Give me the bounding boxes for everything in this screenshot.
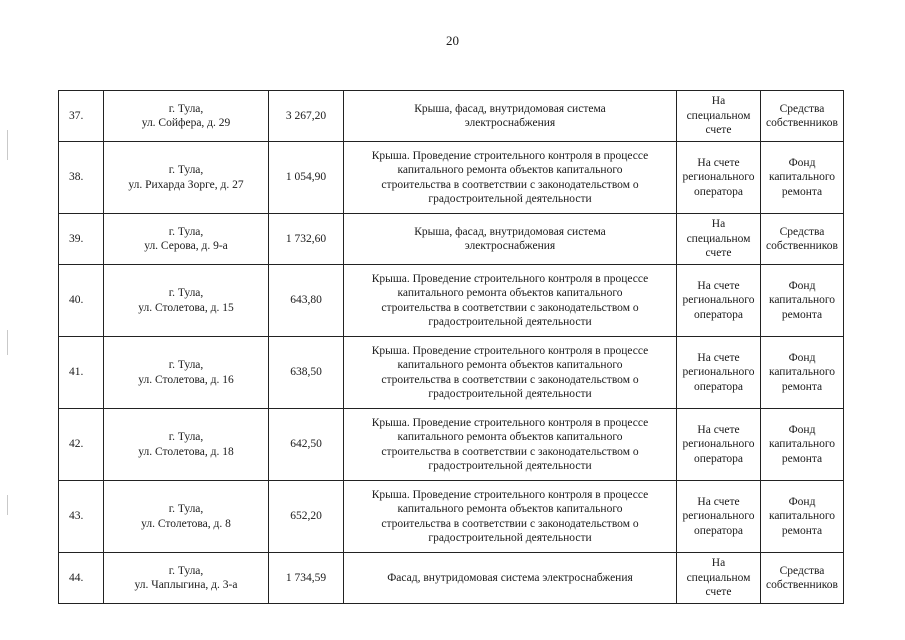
works-line: градостроительной деятельности [428,532,592,544]
works-cell [344,91,677,142]
works-line: капитального ремонта объектов капитального [397,431,623,443]
row-number-cell: 39. [59,214,104,265]
scan-margin-mark [7,130,8,160]
account-line: На счете [697,156,740,169]
works-line: Крыша. Проведение строительного контроля в процессе [371,344,649,357]
address-line: г. Тула, [168,564,204,577]
account-line: счете [705,586,732,599]
source-line: капитального [768,366,836,379]
works-cell [344,214,677,265]
source-line: капитального [768,294,836,307]
area-cell: 1 734,59 [269,553,344,604]
account-cell [677,553,761,604]
source-line: Средства [779,225,825,238]
account-line: специальном [686,232,751,245]
source-line: Фонд [788,351,816,364]
source-line: ремонта [781,380,823,393]
area-cell: 652,20 [269,481,344,553]
source-line: капитального [768,438,836,451]
scan-margin-mark [7,330,8,355]
address-line: ул. Столетова, д. 15 [138,301,234,314]
works-line: строительства в соответствии с законодательством о [381,517,639,530]
account-line: На счете [697,279,740,292]
address-cell [104,409,269,481]
row-number-cell: 43. [59,481,104,553]
row-number-cell: 38. [59,142,104,214]
address-line: ул. Столетова, д. 8 [141,517,231,530]
works-line: градостроительной деятельности [428,460,592,472]
table-row [59,481,844,553]
address-line: г. Тула, [168,287,204,299]
source-cell [761,337,844,409]
works-line: строительства в соответствии с законодательством о [381,178,639,191]
account-cell [677,481,761,553]
works-line: Крыша. Проведение строительного контроля в процессе [371,488,649,501]
source-line: собственников [766,579,838,591]
account-cell [677,91,761,142]
account-line: регионального [682,366,755,379]
account-line: На [711,95,726,108]
account-cell [677,265,761,337]
account-line: регионального [682,510,755,523]
table-row [59,409,844,481]
repair-registry-table [58,90,844,604]
works-cell [344,265,677,337]
source-cell [761,409,844,481]
account-line: специальном [686,571,751,584]
table-row [59,91,844,142]
works-line: Крыша. Проведение строительного контроля в процессе [371,149,649,162]
source-cell [761,553,844,604]
account-line: На счете [697,495,740,508]
address-line: ул. Сойфера, д. 29 [141,117,231,129]
works-cell [344,481,677,553]
account-line: оператора [693,185,744,198]
address-line: г. Тула, [168,431,204,443]
source-cell [761,142,844,214]
source-line: капитального [768,510,836,523]
account-line: оператора [693,524,744,537]
area-cell: 3 267,20 [269,91,344,142]
account-line: регионального [682,171,755,184]
works-line: градостроительной деятельности [428,316,592,328]
works-line: Фасад, внутридомовая система электроснабжения [387,571,633,584]
area-cell: 1 732,60 [269,214,344,265]
account-cell [677,337,761,409]
works-line: капитального ремонта объектов капитального [397,164,623,176]
address-line: г. Тула, [168,225,204,238]
table-row [59,265,844,337]
account-line: оператора [693,308,744,321]
row-number-cell: 40. [59,265,104,337]
account-cell [677,214,761,265]
source-line: ремонта [781,524,823,537]
account-line: оператора [693,380,744,393]
works-line: электроснабжения [464,240,556,252]
area-cell: 642,50 [269,409,344,481]
account-line: На счете [697,351,740,364]
source-cell [761,265,844,337]
row-number-cell: 44. [59,553,104,604]
address-cell [104,337,269,409]
source-line: ремонта [781,308,823,321]
account-line: регионального [682,294,755,307]
source-line: Фонд [788,279,816,292]
works-line: строительства в соответствии с законодательством о [381,445,639,458]
address-line: ул. Рихарда Зорге, д. 27 [128,178,244,191]
works-line: градостроительной деятельности [428,388,592,400]
works-cell [344,553,677,604]
table-body [59,91,844,604]
works-line: капитального ремонта объектов капитального [397,503,623,515]
table-row [59,214,844,265]
account-line: счете [705,247,732,260]
page-number: 20 [446,33,459,48]
source-line: Фонд [788,423,816,436]
works-line: капитального ремонта объектов капитального [397,287,623,299]
account-line: счете [705,124,732,137]
source-line: Фонд [788,156,816,169]
works-line: Крыша, фасад, внутридомовая система [414,225,606,238]
works-line: Крыша, фасад, внутридомовая система [414,102,606,115]
works-cell [344,337,677,409]
source-line: ремонта [781,452,823,465]
address-line: г. Тула, [168,164,204,176]
address-line: ул. Серова, д. 9-а [144,240,228,252]
address-cell [104,91,269,142]
source-line: ремонта [781,185,823,198]
account-cell [677,142,761,214]
account-line: На [711,218,726,231]
works-cell [344,409,677,481]
address-cell [104,553,269,604]
area-cell: 643,80 [269,265,344,337]
area-cell: 638,50 [269,337,344,409]
table-row [59,142,844,214]
row-number-cell: 37. [59,91,104,142]
source-cell [761,214,844,265]
source-line: Фонд [788,495,816,508]
address-cell [104,142,269,214]
address-line: ул. Чаплыгина, д. 3-а [134,579,238,591]
source-line: собственников [766,117,838,129]
works-line: Крыша. Проведение строительного контроля в процессе [371,272,649,285]
address-cell [104,214,269,265]
table-row [59,553,844,604]
area-cell: 1 054,90 [269,142,344,214]
works-line: электроснабжения [464,117,556,129]
source-line: Средства [779,102,825,115]
source-line: собственников [766,240,838,252]
scan-margin-mark [7,495,8,515]
row-number-cell: 42. [59,409,104,481]
source-cell [761,481,844,553]
address-cell [104,265,269,337]
account-line: регионального [682,438,755,451]
account-line: специальном [686,109,751,122]
address-line: ул. Столетова, д. 18 [138,445,234,458]
address-line: г. Тула, [168,102,204,115]
address-line: ул. Столетова, д. 16 [138,373,234,386]
address-cell [104,481,269,553]
account-cell [677,409,761,481]
works-line: капитального ремонта объектов капитального [397,359,623,371]
works-cell [344,142,677,214]
source-line: капитального [768,171,836,184]
account-line: оператора [693,452,744,465]
row-number-cell: 41. [59,337,104,409]
address-line: г. Тула, [168,503,204,515]
table-row [59,337,844,409]
works-line: Крыша. Проведение строительного контроля в процессе [371,416,649,429]
works-line: градостроительной деятельности [428,193,592,205]
account-line: На счете [697,423,740,436]
source-line: Средства [779,564,825,577]
address-line: г. Тула, [168,359,204,371]
account-line: На [711,557,726,570]
works-line: строительства в соответствии с законодательством о [381,301,639,314]
source-cell [761,91,844,142]
works-line: строительства в соответствии с законодательством о [381,373,639,386]
